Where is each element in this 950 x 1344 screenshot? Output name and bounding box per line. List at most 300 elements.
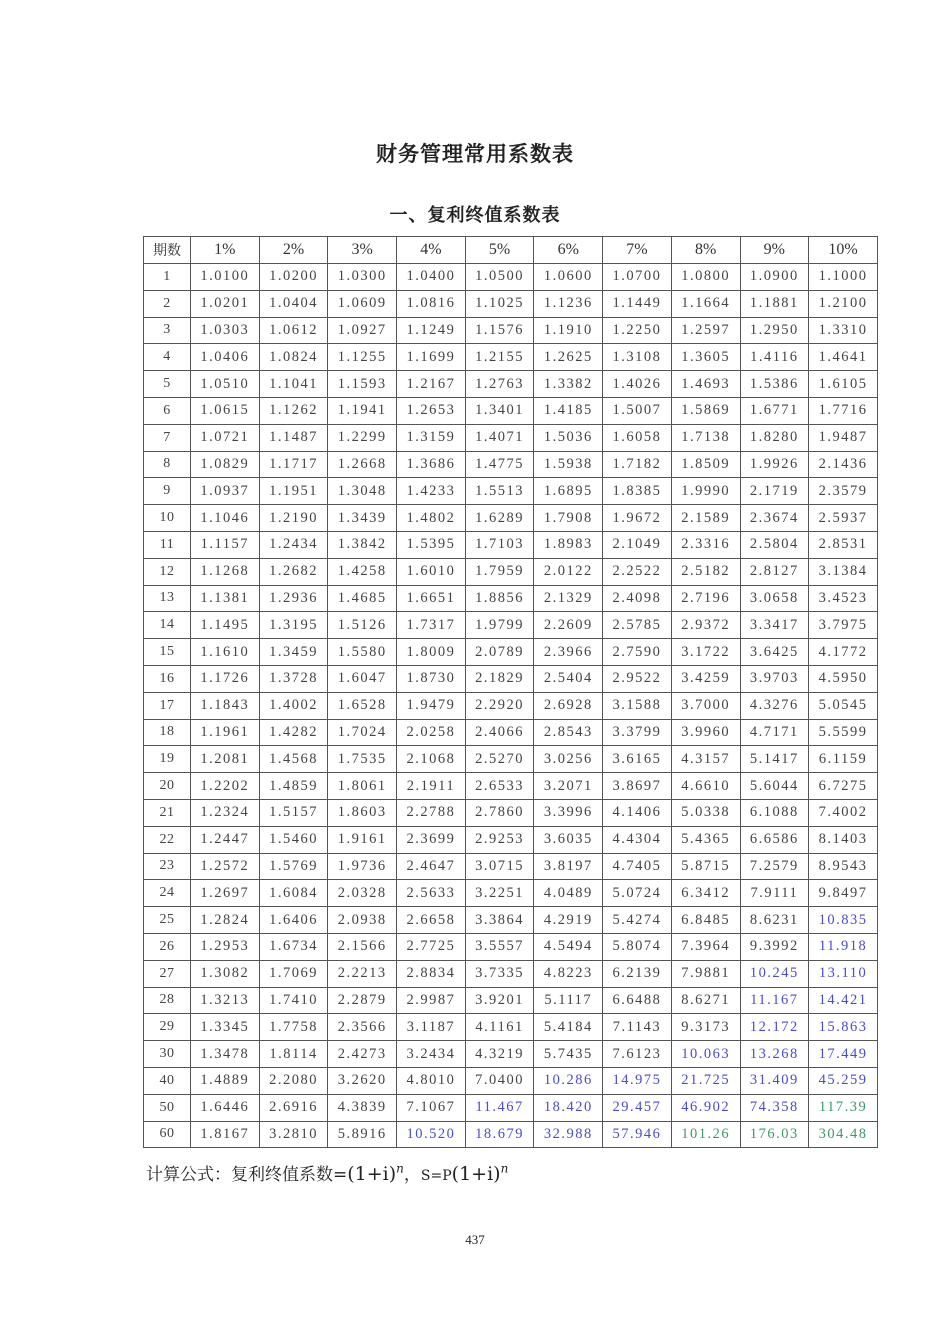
value-cell: 2.7860 — [465, 799, 534, 826]
value-cell: 1.2763 — [465, 371, 534, 398]
value-cell: 3.2810 — [259, 1121, 328, 1148]
value-cell: 2.0328 — [328, 880, 397, 907]
value-cell: 1.2447 — [191, 826, 260, 853]
value-cell: 1.6058 — [603, 424, 672, 451]
value-cell: 1.6771 — [740, 397, 809, 424]
value-cell: 1.3382 — [534, 371, 603, 398]
value-cell: 1.1910 — [534, 317, 603, 344]
value-cell: 1.4116 — [740, 344, 809, 371]
value-cell: 4.5950 — [809, 665, 878, 692]
value-cell: 10.286 — [534, 1067, 603, 1094]
value-cell: 1.0510 — [191, 371, 260, 398]
value-cell: 1.6047 — [328, 665, 397, 692]
value-cell: 7.4002 — [809, 799, 878, 826]
value-cell: 2.5804 — [740, 531, 809, 558]
period-cell: 22 — [144, 826, 191, 853]
value-cell: 1.4775 — [465, 451, 534, 478]
table-row — [144, 371, 878, 398]
value-cell: 2.4647 — [397, 853, 466, 880]
value-cell: 1.7069 — [259, 960, 328, 987]
value-cell: 5.4184 — [534, 1014, 603, 1041]
value-cell: 1.3686 — [397, 451, 466, 478]
table-row — [144, 397, 878, 424]
value-cell: 1.6406 — [259, 907, 328, 934]
period-cell: 12 — [144, 558, 191, 585]
value-cell: 3.1588 — [603, 692, 672, 719]
value-cell: 8.9543 — [809, 853, 878, 880]
value-cell: 2.2920 — [465, 692, 534, 719]
value-cell: 6.7275 — [809, 773, 878, 800]
table-row — [144, 478, 878, 505]
value-cell: 1.1046 — [191, 505, 260, 532]
value-cell: 1.3728 — [259, 665, 328, 692]
value-cell: 1.0816 — [397, 290, 466, 317]
value-cell: 2.1329 — [534, 585, 603, 612]
value-cell: 1.5513 — [465, 478, 534, 505]
header-period: 期数 — [144, 237, 191, 264]
value-cell: 2.5633 — [397, 880, 466, 907]
header-rate: 7% — [603, 237, 672, 264]
value-cell: 1.8730 — [397, 665, 466, 692]
value-cell: 11.918 — [809, 933, 878, 960]
value-cell: 1.2081 — [191, 746, 260, 773]
value-cell: 4.1406 — [603, 799, 672, 826]
value-cell: 1.0600 — [534, 264, 603, 291]
value-cell: 1.2936 — [259, 585, 328, 612]
value-cell: 1.2625 — [534, 344, 603, 371]
value-cell: 1.1268 — [191, 558, 260, 585]
value-cell: 2.7725 — [397, 933, 466, 960]
value-cell: 1.1262 — [259, 397, 328, 424]
value-cell: 1.4889 — [191, 1067, 260, 1094]
value-cell: 1.2953 — [191, 933, 260, 960]
value-cell: 1.6895 — [534, 478, 603, 505]
value-cell: 1.0303 — [191, 317, 260, 344]
formula-base: (1+i) — [347, 1163, 397, 1185]
value-cell: 5.0724 — [603, 880, 672, 907]
value-cell: 1.9161 — [328, 826, 397, 853]
table-row — [144, 960, 878, 987]
table-row — [144, 585, 878, 612]
value-cell: 10.245 — [740, 960, 809, 987]
header-rate: 3% — [328, 237, 397, 264]
value-cell: 6.6586 — [740, 826, 809, 853]
value-cell: 3.6035 — [534, 826, 603, 853]
value-cell: 6.1159 — [809, 746, 878, 773]
value-cell: 57.946 — [603, 1121, 672, 1148]
period-cell: 25 — [144, 907, 191, 934]
value-cell: 2.1049 — [603, 531, 672, 558]
value-cell: 1.9990 — [671, 478, 740, 505]
value-cell: 1.5769 — [259, 853, 328, 880]
value-cell: 5.4274 — [603, 907, 672, 934]
value-cell: 1.0406 — [191, 344, 260, 371]
table-row — [144, 505, 878, 532]
value-cell: 1.5126 — [328, 612, 397, 639]
value-cell: 4.8010 — [397, 1067, 466, 1094]
value-cell: 1.9672 — [603, 505, 672, 532]
value-cell: 32.988 — [534, 1121, 603, 1148]
value-cell: 1.3345 — [191, 1014, 260, 1041]
value-cell: 1.4685 — [328, 585, 397, 612]
value-cell: 6.1088 — [740, 799, 809, 826]
value-cell: 1.0404 — [259, 290, 328, 317]
value-cell: 5.4365 — [671, 826, 740, 853]
value-cell: 1.8385 — [603, 478, 672, 505]
value-cell: 7.9881 — [671, 960, 740, 987]
value-cell: 2.5937 — [809, 505, 878, 532]
table-row — [144, 746, 878, 773]
value-cell: 1.6105 — [809, 371, 878, 398]
value-cell: 3.2071 — [534, 773, 603, 800]
value-cell: 1.8603 — [328, 799, 397, 826]
header-rate: 9% — [740, 237, 809, 264]
value-cell: 1.1576 — [465, 317, 534, 344]
value-cell: 1.7024 — [328, 719, 397, 746]
value-cell: 4.3219 — [465, 1041, 534, 1068]
table-row — [144, 317, 878, 344]
value-cell: 2.3966 — [534, 639, 603, 666]
value-cell: 1.1381 — [191, 585, 260, 612]
table-row — [144, 1094, 878, 1121]
value-cell: 1.8856 — [465, 585, 534, 612]
period-cell: 28 — [144, 987, 191, 1014]
value-cell: 176.03 — [740, 1121, 809, 1148]
value-cell: 1.4859 — [259, 773, 328, 800]
table-row — [144, 907, 878, 934]
value-cell: 1.7758 — [259, 1014, 328, 1041]
value-cell: 4.8223 — [534, 960, 603, 987]
value-cell: 10.063 — [671, 1041, 740, 1068]
value-cell: 1.6084 — [259, 880, 328, 907]
formula-s-label: S=P — [420, 1168, 452, 1184]
value-cell: 1.3478 — [191, 1041, 260, 1068]
value-cell: 2.9522 — [603, 665, 672, 692]
value-cell: 1.7317 — [397, 612, 466, 639]
period-cell: 6 — [144, 397, 191, 424]
value-cell: 1.8009 — [397, 639, 466, 666]
value-cell: 7.1067 — [397, 1094, 466, 1121]
period-cell: 1 — [144, 264, 191, 291]
value-cell: 1.6289 — [465, 505, 534, 532]
value-cell: 1.0721 — [191, 424, 260, 451]
table-row — [144, 880, 878, 907]
value-cell: 1.7535 — [328, 746, 397, 773]
value-cell: 1.5938 — [534, 451, 603, 478]
value-cell: 2.5182 — [671, 558, 740, 585]
period-cell: 9 — [144, 478, 191, 505]
table-row — [144, 424, 878, 451]
value-cell: 1.2682 — [259, 558, 328, 585]
table-row — [144, 799, 878, 826]
header-rate: 2% — [259, 237, 328, 264]
value-cell: 1.1610 — [191, 639, 260, 666]
value-cell: 1.9487 — [809, 424, 878, 451]
value-cell: 7.2579 — [740, 853, 809, 880]
value-cell: 18.679 — [465, 1121, 534, 1148]
value-cell: 1.3213 — [191, 987, 260, 1014]
value-cell: 4.3157 — [671, 746, 740, 773]
value-cell: 45.259 — [809, 1067, 878, 1094]
page-number: 437 — [465, 1232, 485, 1247]
value-cell: 1.5460 — [259, 826, 328, 853]
value-cell: 1.3459 — [259, 639, 328, 666]
value-cell: 3.3996 — [534, 799, 603, 826]
value-cell: 1.4641 — [809, 344, 878, 371]
formula-expression-2 — [452, 1163, 509, 1185]
value-cell: 7.3964 — [671, 933, 740, 960]
value-cell: 10.520 — [397, 1121, 466, 1148]
value-cell: 1.1449 — [603, 290, 672, 317]
value-cell: 5.8074 — [603, 933, 672, 960]
value-cell: 7.0400 — [465, 1067, 534, 1094]
value-cell: 1.2597 — [671, 317, 740, 344]
value-cell: 1.2824 — [191, 907, 260, 934]
value-cell: 1.0300 — [328, 264, 397, 291]
value-cell: 2.7196 — [671, 585, 740, 612]
value-cell: 3.8697 — [603, 773, 672, 800]
formula-expression — [347, 1163, 404, 1185]
value-cell: 1.0612 — [259, 317, 328, 344]
header-row — [144, 237, 878, 264]
table-row — [144, 344, 878, 371]
period-cell: 11 — [144, 531, 191, 558]
value-cell: 1.5869 — [671, 397, 740, 424]
value-cell: 10.835 — [809, 907, 878, 934]
value-cell: 1.3082 — [191, 960, 260, 987]
value-cell: 1.8061 — [328, 773, 397, 800]
table-row — [144, 451, 878, 478]
value-cell: 4.3276 — [740, 692, 809, 719]
value-cell: 17.449 — [809, 1041, 878, 1068]
value-cell: 2.2522 — [603, 558, 672, 585]
table-row — [144, 612, 878, 639]
table-row — [144, 773, 878, 800]
value-cell: 1.2950 — [740, 317, 809, 344]
value-cell: 1.3159 — [397, 424, 466, 451]
table-row — [144, 853, 878, 880]
period-cell: 30 — [144, 1041, 191, 1068]
value-cell: 2.3566 — [328, 1014, 397, 1041]
value-cell: 1.4258 — [328, 558, 397, 585]
value-cell: 2.1566 — [328, 933, 397, 960]
value-cell: 1.7716 — [809, 397, 878, 424]
value-cell: 1.1157 — [191, 531, 260, 558]
value-cell: 1.2155 — [465, 344, 534, 371]
value-cell: 1.2653 — [397, 397, 466, 424]
formula-label: 计算公式：复利终值系数= — [146, 1165, 348, 1185]
value-cell: 14.975 — [603, 1067, 672, 1094]
value-cell: 2.1068 — [397, 746, 466, 773]
table-row — [144, 639, 878, 666]
value-cell: 3.7975 — [809, 612, 878, 639]
value-cell: 5.1117 — [534, 987, 603, 1014]
value-cell: 2.5785 — [603, 612, 672, 639]
value-cell: 5.8916 — [328, 1121, 397, 1148]
value-cell: 4.6610 — [671, 773, 740, 800]
value-cell: 3.4523 — [809, 585, 878, 612]
value-cell: 2.5270 — [465, 746, 534, 773]
period-cell: 5 — [144, 371, 191, 398]
value-cell: 2.4273 — [328, 1041, 397, 1068]
value-cell: 4.4304 — [603, 826, 672, 853]
value-cell: 5.1417 — [740, 746, 809, 773]
header-rate: 1% — [191, 237, 260, 264]
value-cell: 1.0400 — [397, 264, 466, 291]
table-row — [144, 264, 878, 291]
table-row — [144, 558, 878, 585]
value-cell: 1.9479 — [397, 692, 466, 719]
value-cell: 2.5404 — [534, 665, 603, 692]
value-cell: 3.3864 — [465, 907, 534, 934]
value-cell: 2.0789 — [465, 639, 534, 666]
value-cell: 117.39 — [809, 1094, 878, 1121]
value-cell: 2.1719 — [740, 478, 809, 505]
value-cell: 1.0927 — [328, 317, 397, 344]
value-cell: 1.1941 — [328, 397, 397, 424]
value-cell: 1.4233 — [397, 478, 466, 505]
value-cell: 2.6533 — [465, 773, 534, 800]
header-rate: 6% — [534, 237, 603, 264]
period-cell: 17 — [144, 692, 191, 719]
value-cell: 1.1236 — [534, 290, 603, 317]
value-cell: 1.1487 — [259, 424, 328, 451]
value-cell: 1.7908 — [534, 505, 603, 532]
value-cell: 4.5494 — [534, 933, 603, 960]
period-cell: 20 — [144, 773, 191, 800]
value-cell: 1.2250 — [603, 317, 672, 344]
value-cell: 3.3417 — [740, 612, 809, 639]
table-row — [144, 1067, 878, 1094]
value-cell: 2.3699 — [397, 826, 466, 853]
value-cell: 11.467 — [465, 1094, 534, 1121]
value-cell: 1.0829 — [191, 451, 260, 478]
period-cell: 8 — [144, 451, 191, 478]
value-cell: 1.6528 — [328, 692, 397, 719]
value-cell: 1.1881 — [740, 290, 809, 317]
value-cell: 3.6165 — [603, 746, 672, 773]
value-cell: 74.358 — [740, 1094, 809, 1121]
value-cell: 2.1436 — [809, 451, 878, 478]
value-cell: 1.0700 — [603, 264, 672, 291]
value-cell: 2.3316 — [671, 531, 740, 558]
value-cell: 1.0900 — [740, 264, 809, 291]
period-cell: 29 — [144, 1014, 191, 1041]
formula-line — [146, 1160, 508, 1185]
period-cell: 50 — [144, 1094, 191, 1121]
table-row — [144, 531, 878, 558]
value-cell: 1.4693 — [671, 371, 740, 398]
value-cell: 1.1025 — [465, 290, 534, 317]
value-cell: 21.725 — [671, 1067, 740, 1094]
value-cell: 1.7182 — [603, 451, 672, 478]
value-cell: 2.2213 — [328, 960, 397, 987]
value-cell: 1.7138 — [671, 424, 740, 451]
value-cell: 1.1726 — [191, 665, 260, 692]
value-cell: 1.5157 — [259, 799, 328, 826]
value-cell: 1.9736 — [328, 853, 397, 880]
value-cell: 3.2620 — [328, 1067, 397, 1094]
value-cell: 5.5599 — [809, 719, 878, 746]
value-cell: 1.9926 — [740, 451, 809, 478]
value-cell: 1.1664 — [671, 290, 740, 317]
table-row — [144, 826, 878, 853]
value-cell: 1.1951 — [259, 478, 328, 505]
value-cell: 3.9703 — [740, 665, 809, 692]
period-cell: 60 — [144, 1121, 191, 1148]
value-cell: 1.5386 — [740, 371, 809, 398]
value-cell: 2.4098 — [603, 585, 672, 612]
value-cell: 1.5395 — [397, 531, 466, 558]
value-cell: 1.1249 — [397, 317, 466, 344]
value-cell: 3.9960 — [671, 719, 740, 746]
value-cell: 1.4026 — [603, 371, 672, 398]
value-cell: 1.3108 — [603, 344, 672, 371]
value-cell: 2.6928 — [534, 692, 603, 719]
value-cell: 9.8497 — [809, 880, 878, 907]
value-cell: 3.0256 — [534, 746, 603, 773]
value-cell: 2.2609 — [534, 612, 603, 639]
value-cell: 1.2434 — [259, 531, 328, 558]
value-cell: 5.6044 — [740, 773, 809, 800]
value-cell: 2.0258 — [397, 719, 466, 746]
period-cell: 15 — [144, 639, 191, 666]
value-cell: 2.0122 — [534, 558, 603, 585]
value-cell: 2.6658 — [397, 907, 466, 934]
period-cell: 27 — [144, 960, 191, 987]
value-cell: 3.2434 — [397, 1041, 466, 1068]
table-row — [144, 1041, 878, 1068]
value-cell: 1.6010 — [397, 558, 466, 585]
value-cell: 2.2080 — [259, 1067, 328, 1094]
value-cell: 11.167 — [740, 987, 809, 1014]
value-cell: 1.7959 — [465, 558, 534, 585]
value-cell: 2.9372 — [671, 612, 740, 639]
value-cell: 1.2100 — [809, 290, 878, 317]
header-rate: 5% — [465, 237, 534, 264]
value-cell: 1.4802 — [397, 505, 466, 532]
formula-exponent: n — [396, 1161, 404, 1176]
value-cell: 9.3992 — [740, 933, 809, 960]
value-cell: 3.1384 — [809, 558, 878, 585]
value-cell: 1.2572 — [191, 853, 260, 880]
value-cell: 3.8197 — [534, 853, 603, 880]
value-cell: 2.0938 — [328, 907, 397, 934]
value-cell: 8.6271 — [671, 987, 740, 1014]
value-cell: 1.0824 — [259, 344, 328, 371]
value-cell: 4.0489 — [534, 880, 603, 907]
value-cell: 1.1593 — [328, 371, 397, 398]
value-cell: 1.1495 — [191, 612, 260, 639]
period-cell: 3 — [144, 317, 191, 344]
table-row — [144, 1014, 878, 1041]
header-rate: 8% — [671, 237, 740, 264]
value-cell: 3.0658 — [740, 585, 809, 612]
value-cell: 1.0100 — [191, 264, 260, 291]
value-cell: 2.7590 — [603, 639, 672, 666]
period-cell: 4 — [144, 344, 191, 371]
value-cell: 1.1717 — [259, 451, 328, 478]
value-cell: 1.1041 — [259, 371, 328, 398]
value-cell: 5.8715 — [671, 853, 740, 880]
value-cell: 1.9799 — [465, 612, 534, 639]
value-cell: 2.6916 — [259, 1094, 328, 1121]
formula-exponent-2: n — [500, 1161, 509, 1176]
table-row — [144, 290, 878, 317]
value-cell: 2.8127 — [740, 558, 809, 585]
table-row — [144, 933, 878, 960]
compound-interest-table — [143, 236, 878, 1148]
